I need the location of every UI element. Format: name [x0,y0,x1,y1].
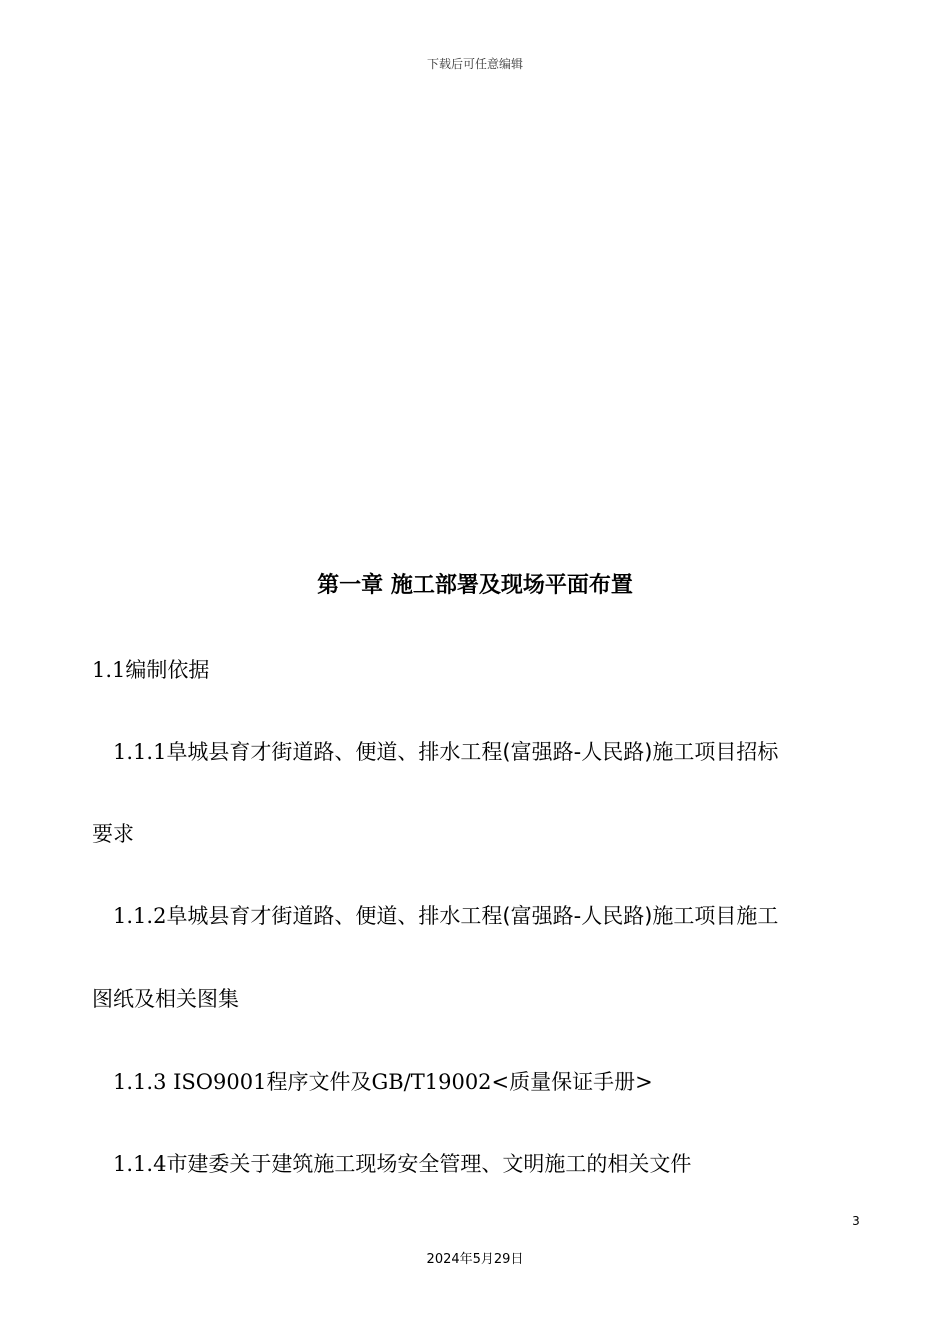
list-item-continuation: 图纸及相关图集 [92,987,239,1011]
item-text: ISO9001程序文件及GB/T19002<质量保证手册> [166,1070,653,1094]
list-item [113,900,893,932]
section-heading [92,654,872,686]
item-text: 阜城县育才街道路、便道、排水工程(富强路-人民路)施工项目施工 [166,904,779,928]
chapter-title: 第一章 施工部署及现场平面布置 [317,573,633,598]
item-number: 1.1.1 [113,740,167,764]
item-number: 1.1.2 [113,904,167,928]
item-number: 1.1.4 [113,1152,167,1176]
page-header-note: 下载后可任意编辑 [426,57,523,71]
list-item [113,1066,893,1098]
section-heading-text: 编制依据 [125,658,210,682]
page-number: 3 [852,1214,860,1228]
list-item [113,736,893,768]
item-number: 1.1.3 [113,1070,167,1094]
item-text: 市建委关于建筑施工现场安全管理、文明施工的相关文件 [166,1152,692,1176]
section-heading-number: 1.1 [92,658,126,682]
list-item-continuation: 要求 [92,822,134,846]
item-text: 阜城县育才街道路、便道、排水工程(富强路-人民路)施工项目招标 [166,740,779,764]
footer-date: 2024年5月29日 [426,1252,524,1267]
list-item [113,1148,893,1180]
